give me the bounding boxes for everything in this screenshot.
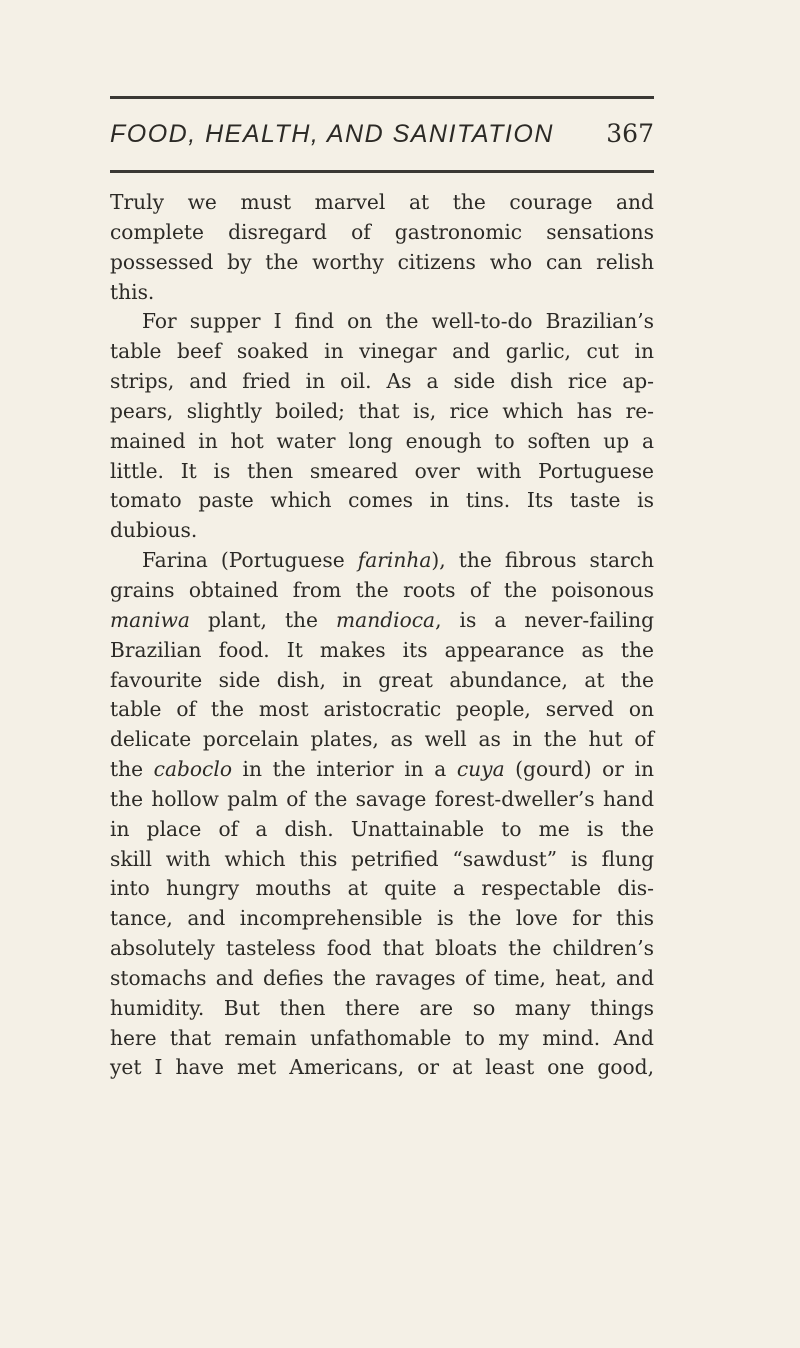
text-line: pears, slightly boiled; that is, rice which has re- [110, 398, 654, 423]
text-line: here that remain unfathomable to my mind. And [110, 1025, 654, 1050]
text-line: little. It is then smeared over with Portuguese [110, 458, 654, 483]
text-line: Brazilian food. It makes its appearance as the [110, 637, 654, 662]
header-rule-bottom [110, 170, 654, 173]
text-line: humidity. But then there are so many things [110, 995, 654, 1020]
text-line: For supper I find on the well-to-do Brazilian’s [142, 309, 654, 334]
text-line: possessed by the worthy citizens who can relish [110, 249, 654, 274]
text-line: tomato paste which comes in tins. Its taste is [110, 488, 654, 513]
running-title: FOOD, HEALTH, AND SANITATION [110, 120, 554, 148]
page-number: 367 [606, 119, 654, 148]
header-rule-top [110, 96, 654, 99]
text-line: the hollow palm of the savage forest-dweller’s hand [110, 786, 654, 811]
text-line: delicate porcelain plates, as well as in the hut of [110, 727, 654, 752]
text-line [110, 546, 654, 576]
text-line: complete disregard of gastronomic sensations [110, 219, 654, 244]
italic-term: cuya [456, 757, 505, 782]
italic-term: maniwa [110, 607, 190, 632]
text-line [110, 755, 654, 785]
text-line: table beef soaked in vinegar and garlic, cut in [110, 339, 654, 364]
text-line: dubious. [110, 518, 198, 543]
text-line: skill with which this petrified “sawdust” is flung [110, 846, 654, 871]
text-line [110, 606, 654, 636]
italic-term: mandioca [336, 607, 436, 632]
text-line: strips, and fried in oil. As a side dish rice ap- [110, 369, 654, 394]
text-line: Truly we must marvel at the courage and [110, 190, 654, 214]
text-run: the [110, 757, 154, 782]
text-line: this. [110, 279, 155, 304]
text-run: , is a never-failing [435, 607, 654, 632]
text-line: tance, and incomprehensible is the love for this [110, 906, 654, 931]
text-run: ), the fibrous starch [431, 548, 654, 573]
running-header [110, 112, 654, 156]
text-line: favourite side dish, in great abundance, at the [110, 667, 654, 692]
text-run: (gourd) or in [504, 757, 654, 782]
text-run: plant, the [189, 607, 337, 632]
body-text [110, 188, 654, 1083]
text-line: mained in hot water long enough to soften up a [110, 428, 654, 453]
text-line: grains obtained from the roots of the poisonous [110, 577, 654, 602]
text-run: Farina (Portuguese [142, 548, 358, 573]
text-line: yet I have met Americans, or at least one good, [110, 1055, 654, 1080]
text-run: in the interior in a [231, 757, 457, 782]
text-line: in place of a dish. Unattainable to me is the [110, 816, 654, 841]
text-line: stomachs and defies the ravages of time, heat, and [110, 965, 654, 990]
text-line: into hungry mouths at quite a respectable dis- [110, 876, 654, 901]
text-line: absolutely tasteless food that bloats the children’s [110, 936, 654, 961]
italic-term: farinha [357, 548, 432, 573]
italic-term: caboclo [153, 757, 232, 782]
text-line: table of the most aristocratic people, served on [110, 697, 654, 722]
